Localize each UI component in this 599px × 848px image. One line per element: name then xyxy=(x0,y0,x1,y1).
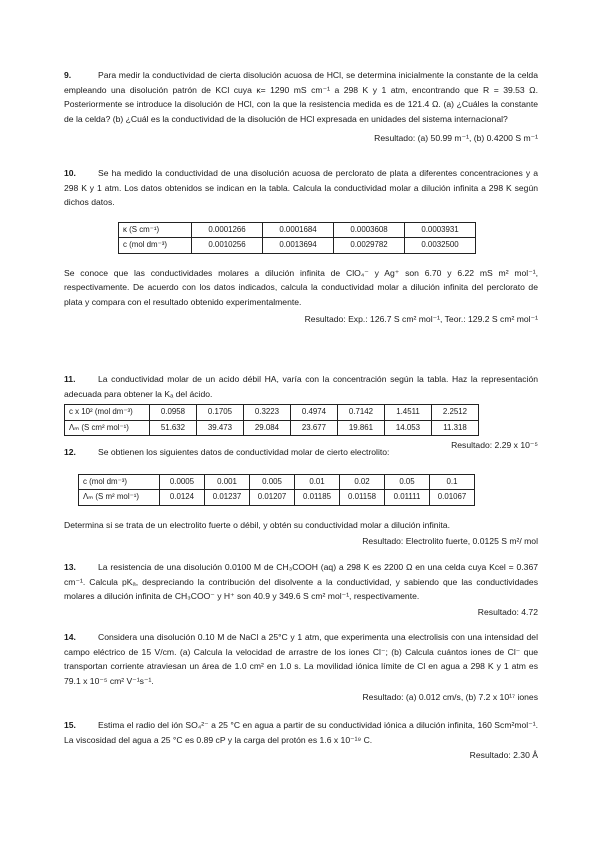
table-cell: 0.01185 xyxy=(295,490,340,506)
data-table xyxy=(64,404,479,436)
table-cell: 0.0003608 xyxy=(334,222,405,238)
table-cell: c (mol dm⁻³) xyxy=(119,238,192,254)
problem-text: La resistencia de una disolución 0.0100 M de CH₃COOH (aq) a 298 K es 2200 Ω en una celda cuya Kcel = 0.367 cm⁻¹. Calcula pKₐ, despreciando la contribución del disolvente a la conductividad, y sabiendo que las conductividades molares a dilución infinita de CH₃COO⁻ y H⁺ son 40.9 y 349.6 S cm² mol⁻¹, respectivamente. xyxy=(64,562,538,601)
table-cell: 0.0013694 xyxy=(263,238,334,254)
problem-number: 10. xyxy=(64,168,76,178)
table-cell: 0.4974 xyxy=(291,405,338,421)
problem-result: Resultado: Electrolito fuerte, 0.0125 S m²/ mol xyxy=(362,536,538,546)
table-cell: Λₘ (S m² mol⁻¹) xyxy=(79,490,160,506)
problem-14 xyxy=(64,630,538,705)
data-table xyxy=(78,474,475,506)
table-cell: 0.0001684 xyxy=(263,222,334,238)
table-cell: κ (S cm⁻¹) xyxy=(119,222,192,238)
table-cell: 23.677 xyxy=(291,420,338,436)
problem-text: Considera una disolución 0.10 M de NaCl a 25°C y 1 atm, que experimenta una electrolisis con una intensidad del campo eléctrico de 15 V/cm. (a) Calcula la velocidad de arrastre de los iones Cl⁻; (b) Calcula cuántos iones de Cl⁻ que transportan corriente atraviesan un área de 1.0 cm² en 1.0 s. La movilidad iónica límite de Cl en agua a 298 K y 1 atm es 79.1 x 10⁻⁵ cm² V⁻¹s⁻¹. xyxy=(64,632,538,686)
table-cell: 39.473 xyxy=(197,420,244,436)
problem-15 xyxy=(64,718,538,763)
problem-text: Se obtienen los siguientes datos de conductividad molar de cierto electrolito: xyxy=(98,447,390,457)
table-cell: 2.2512 xyxy=(432,405,479,421)
table-cell: 0.0001266 xyxy=(192,222,263,238)
table-cell: 0.01237 xyxy=(205,490,250,506)
table-row xyxy=(65,405,479,421)
table-cell: 14.053 xyxy=(385,420,432,436)
table-cell: 0.01207 xyxy=(250,490,295,506)
problem-number: 12. xyxy=(64,447,76,457)
table-cell: c x 10² (mol dm⁻³) xyxy=(65,405,150,421)
table-cell: 0.01067 xyxy=(430,490,475,506)
problem-result: Resultado: 4.72 xyxy=(477,606,538,617)
table-cell: 0.0003931 xyxy=(405,222,476,238)
problem-number: 13. xyxy=(64,562,76,572)
table-row xyxy=(79,474,475,490)
problem-result: Resultado: (a) 0.012 cm/s, (b) 7.2 x 10¹⁷ iones xyxy=(362,692,538,702)
table-cell: 0.0032500 xyxy=(405,238,476,254)
problem-text-continued: Determina si se trata de un electrolito fuerte o débil, y obtén su conductividad molar a dilución infinita. xyxy=(64,519,450,530)
table-cell: 51.632 xyxy=(150,420,197,436)
problem-result: Resultado: (a) 50.99 m⁻¹, (b) 0.4200 S m⁻¹ xyxy=(374,133,538,143)
table-row xyxy=(119,238,476,254)
table-cell: 0.01158 xyxy=(340,490,385,506)
table-cell: 11.318 xyxy=(432,420,479,436)
table-cell: 1.4511 xyxy=(385,405,432,421)
table-cell: 0.02 xyxy=(340,474,385,490)
problem-10 xyxy=(64,166,538,327)
problem-result: Resultado: Exp.: 126.7 S cm² mol⁻¹, Teor.: 129.2 S cm² mol⁻¹ xyxy=(304,314,538,324)
table-cell: 0.001 xyxy=(205,474,250,490)
table-cell: 0.01 xyxy=(295,474,340,490)
table-cell: 0.005 xyxy=(250,474,295,490)
table-cell: 0.0958 xyxy=(150,405,197,421)
problem-11 xyxy=(64,372,538,453)
problem-number: 15. xyxy=(64,720,76,730)
table-cell: 0.1705 xyxy=(197,405,244,421)
problem-9 xyxy=(64,68,538,146)
problem-text: Se ha medido la conductividad de una disolución acuosa de perclorato de plata a diferentes concentraciones y a 298 K y 1 atm. Los datos obtenidos se indican en la tabla. Calcula la conductividad molar a dilución infinita a 298 K según dichos datos. xyxy=(64,168,538,207)
table-cell: 0.0029782 xyxy=(334,238,405,254)
table-cell: 29.084 xyxy=(244,420,291,436)
problem-text: La conductividad molar de un acido débil HA, varía con la concentración según la tabla. Haz la representación adecuada para obtener la Kₐ del ácido. xyxy=(64,374,538,399)
table-cell: 19.861 xyxy=(338,420,385,436)
problem-result: Resultado: 2.30 Å xyxy=(469,750,538,760)
table-cell: c (mol dm⁻³) xyxy=(79,474,160,490)
table-cell: 0.3223 xyxy=(244,405,291,421)
problem-number: 11. xyxy=(64,374,76,384)
data-table xyxy=(118,222,476,254)
table-cell: 0.1 xyxy=(430,474,475,490)
table-cell: 0.01111 xyxy=(385,490,430,506)
problem-text: Estima el radio del ión SO₄²⁻ a 25 °C en agua a partir de su conductividad iónica a dilución infinita, 160 Scm²mol⁻¹. La viscosidad del agua a 25 °C es 0.89 cP y la carga del protón es 1.6 x 10⁻¹⁹ C. xyxy=(64,720,538,745)
problem-number: 9. xyxy=(64,70,72,80)
table-cell: 0.7142 xyxy=(338,405,385,421)
problem-text-continued: Se conoce que las conductividades molares a dilución infinita de ClO₄⁻ y Ag⁺ son 6.70 y 6.22 mS m² mol⁻¹, respectivamente. De acuerdo con los datos indicados, calcula la conductividad molar a dilución infinita del perclorato de plata y compara con el resultado obtenido experimentalmente. xyxy=(64,267,538,307)
problem-13 xyxy=(64,560,538,619)
table-cell: Λₘ (S cm² mol⁻¹) xyxy=(65,420,150,436)
problem-result: Resultado: 2.29 x 10⁻⁵ xyxy=(451,440,538,450)
table-row xyxy=(65,420,479,436)
table-cell: 0.0005 xyxy=(160,474,205,490)
table-cell: 0.0010256 xyxy=(192,238,263,254)
table-cell: 0.0124 xyxy=(160,490,205,506)
problem-text: Para medir la conductividad de cierta disolución acuosa de HCl, se determina inicialmente la constante de la celda empleando una disolución patrón de KCl cuya κ= 1290 mS cm⁻¹ a 298 K y 1 atm, encontrando que R = 39.53 Ω. Posteriormente se introduce la disolución de HCl, con la que la resistencia medida es de 121.4 Ω. (a) ¿Cuáles la constante de la celda? (b) ¿Cuál es la conductividad de la disolución de HCl expresada en unidades del sistema internacional? xyxy=(64,70,538,124)
table-cell: 0.05 xyxy=(385,474,430,490)
table-row xyxy=(119,222,476,238)
problem-number: 14. xyxy=(64,632,76,642)
problem-12 xyxy=(64,445,538,549)
table-row xyxy=(79,490,475,506)
